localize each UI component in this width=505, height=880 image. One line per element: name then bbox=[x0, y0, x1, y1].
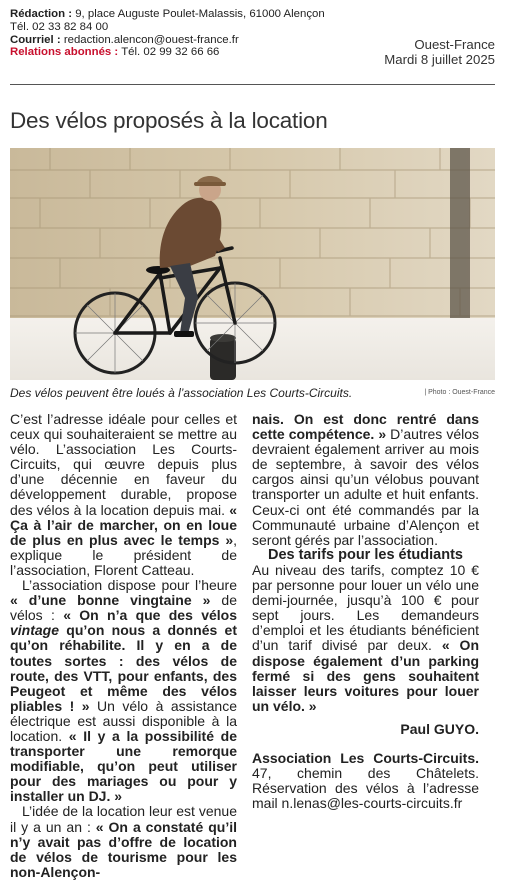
caption-text: Des vélos peuvent être loués à l’association Les Courts-Circuits. bbox=[10, 386, 353, 400]
paper-info bbox=[384, 37, 495, 67]
paragraph bbox=[252, 412, 479, 548]
association-details: 47, chemin des Châtelets. Réservation des vélos à l’adresse mail n.lenas@les-courts-circuits.fr bbox=[252, 765, 479, 812]
quote: nais. On est donc rentré dans cette compétence. » bbox=[252, 411, 479, 443]
article-photo bbox=[10, 148, 495, 380]
text-run: , explique le président de l’association, Florent Catteau. bbox=[10, 531, 237, 578]
article-column-2 bbox=[252, 412, 479, 811]
paragraph bbox=[10, 804, 237, 879]
quote: « d’une bonne vingtaine » bbox=[10, 592, 211, 609]
association-info bbox=[252, 751, 479, 811]
caption-photo-credit: | Photo : Ouest-France bbox=[424, 389, 495, 396]
phone-number: Tél. 02 33 82 84 00 bbox=[10, 20, 109, 33]
text-run: Un vélo à assistance électrique est aussi disponible à la location. bbox=[10, 697, 237, 744]
quote: « On n’a que des vélos bbox=[63, 607, 237, 624]
text-run: C’est l’adresse idéale pour celles et ceux qui souhaiteraient se mettre au vélo. L’association Les Courts-Circuits, qui œuvre depuis plus d’une décennie en faveur du développement durable, propose des vélos à la location depuis mai. bbox=[10, 411, 237, 518]
text-run: de vélos : bbox=[10, 592, 237, 624]
article-title: Des vélos proposés à la location bbox=[10, 108, 328, 133]
quote-italic: vintage bbox=[10, 622, 60, 639]
quote: « Ça à l’air de marcher, on en loue de plus en plus avec le temps » bbox=[10, 501, 237, 548]
abonnes-label: Relations abonnés : bbox=[10, 46, 119, 59]
article-column-1 bbox=[10, 412, 237, 880]
author-byline: Paul GUYO. bbox=[400, 720, 479, 737]
quote: qu’on nous a donnés et qu’on réhabilite. Il y en a de toutes sortes : des vélos de route, des VTT, pour enfants, des Peugeot et même des vélos pliables ! » bbox=[10, 622, 237, 714]
text-run: L’idée de la location leur est venue il y a un an : bbox=[10, 803, 237, 835]
quote: « Il y a la possibilité de transporter une remorque modifiable, qu’on peut utiliser pour des mariages ou pour y installer un DJ. » bbox=[10, 727, 237, 805]
paper-name: Ouest-France bbox=[414, 37, 495, 52]
association-name: Association Les Courts-Circuits. bbox=[252, 749, 479, 766]
subheading: Des tarifs pour les étudiants bbox=[268, 546, 463, 563]
text-run: D’autres vélos devraient également arriver au mois de septembre, à savoir des vélos cargos ainsi qu’un vélobus pouvant transporter un adulte et huit enfants. Ceux-ci ont été commandés par la Communauté urbaine d’Alençon et seront gérés par l’association. bbox=[252, 426, 479, 548]
paragraph bbox=[252, 563, 479, 714]
courriel-label: Courriel : bbox=[10, 33, 61, 46]
masthead bbox=[10, 8, 495, 67]
text-run: Au niveau des tarifs, comptez 10 € par personne pour louer un vélo une demi-journée, jusqu’à 100 € pour sept jours. Les demandeurs d’emploi et les étudiants bénéficient d’un tarif divisé par deux. bbox=[252, 561, 479, 654]
quote: « On dispose également d’un parking fermé si des gens souhaitent laisser leurs voitures pour louer un vélo. » bbox=[252, 637, 480, 714]
paper-date: Mardi 8 juillet 2025 bbox=[384, 52, 495, 67]
paragraph bbox=[10, 578, 237, 804]
text-run: L’association dispose pour l’heure bbox=[22, 577, 237, 594]
redaction-address: 9, place Auguste Poulet-Malassis, 61000 Alençon bbox=[75, 8, 325, 20]
paragraph bbox=[10, 412, 237, 578]
photo-caption bbox=[10, 386, 495, 400]
quote: « On a constaté qu’il n’y avait pas d’offre de location de vélos de tourisme pour les non-Alençon- bbox=[10, 818, 237, 880]
redaction-label: Rédaction : bbox=[10, 8, 73, 20]
courriel-value[interactable]: redaction.alencon@ouest-france.fr bbox=[63, 33, 239, 46]
abonnes-value: Tél. 02 99 32 66 66 bbox=[121, 46, 220, 59]
header-divider bbox=[10, 84, 495, 85]
